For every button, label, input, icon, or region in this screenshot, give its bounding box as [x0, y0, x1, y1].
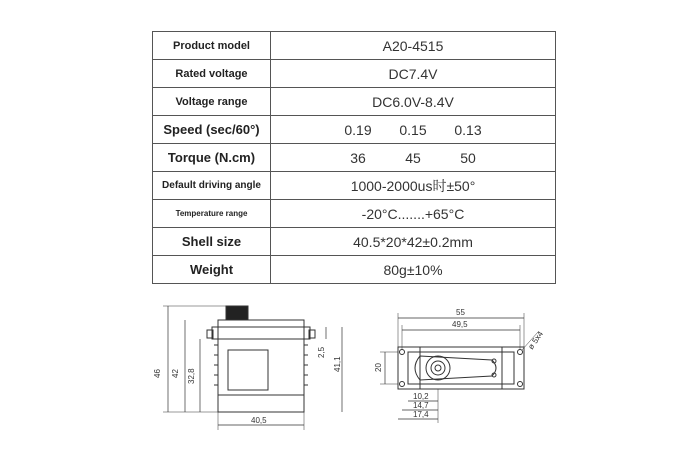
spec-value: A20-4515 — [271, 32, 556, 60]
spec-value: 1000-2000us时±50° — [271, 172, 556, 200]
side-dim-46: 46 — [153, 369, 162, 378]
spec-value: DC6.0V-8.4V — [271, 88, 556, 116]
top-dim-49-5: 49,5 — [452, 320, 468, 329]
side-dim-41-1: 41,1 — [333, 356, 342, 372]
spec-value-3: 0.13 — [454, 121, 482, 138]
side-dim-40-5: 40,5 — [251, 416, 267, 425]
top-dim-hole: ø 5x4 — [526, 329, 546, 352]
top-dim-55: 55 — [456, 308, 465, 317]
spec-value-1: 0.19 — [344, 121, 372, 138]
spec-label: Rated voltage — [153, 60, 271, 88]
spec-label: Voltage range — [153, 88, 271, 116]
side-dim-32-8: 32,8 — [187, 368, 196, 384]
spec-value: 80g±10% — [271, 256, 556, 284]
top-dim-10-2: 10,2 — [413, 392, 429, 401]
spec-label: Default driving angle — [153, 172, 271, 200]
spec-label: Weight — [153, 256, 271, 284]
top-dim-14-7: 14,7 — [413, 401, 429, 410]
spec-value-2: 45 — [405, 149, 421, 166]
side-dim-2-5: 2,5 — [317, 346, 326, 358]
spec-label: Speed (sec/60°) — [153, 116, 271, 144]
spec-value-1: 36 — [350, 149, 366, 166]
spec-value: -20°C.......+65°C — [271, 200, 556, 228]
spec-value-3: 50 — [460, 149, 476, 166]
top-dim-17-4: 17,4 — [413, 410, 429, 419]
spec-value: DC7.4V — [271, 60, 556, 88]
side-dim-42: 42 — [171, 369, 180, 378]
spec-label: Torque (N.cm) — [153, 144, 271, 172]
spec-value-2: 0.15 — [399, 121, 427, 138]
spec-label: Product model — [153, 32, 271, 60]
spec-label: Shell size — [153, 228, 271, 256]
spec-value: 40.5*20*42±0.2mm — [271, 228, 556, 256]
spec-label: Temperature range — [153, 200, 271, 228]
top-dim-20: 20 — [374, 363, 383, 372]
